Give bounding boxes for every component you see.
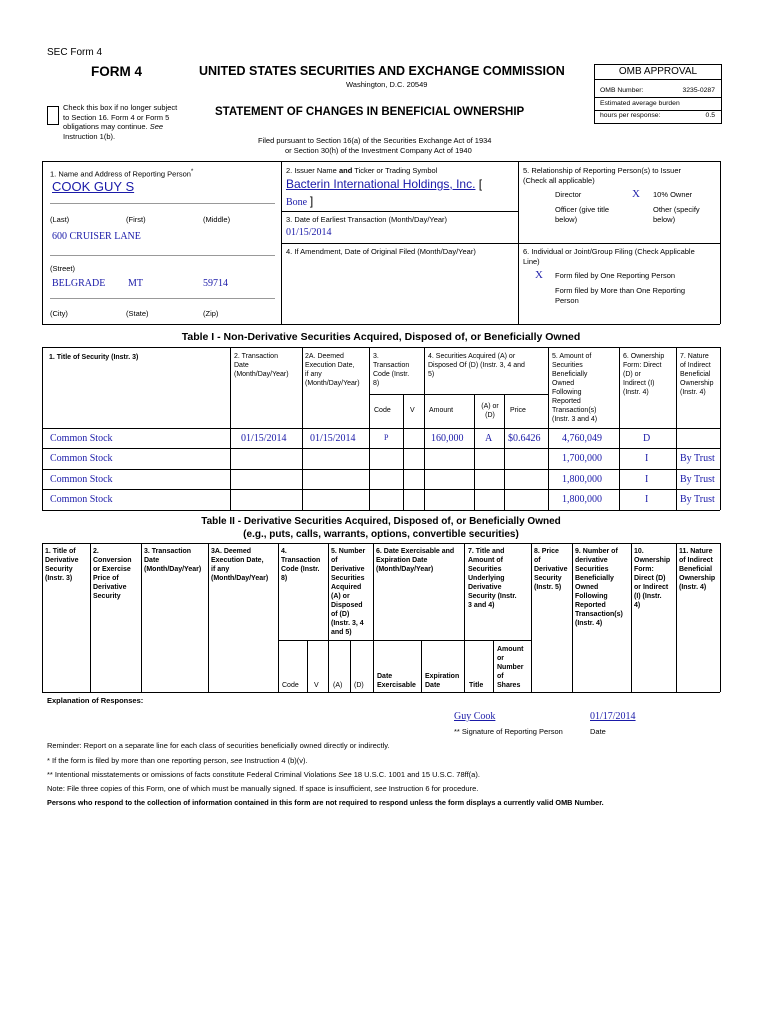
earliest-transaction-date: 01/15/2014 xyxy=(286,227,332,238)
t2-sub-date-exercisable: Date Exercisable xyxy=(377,673,416,689)
box1-label: 1. Name and Address of Reporting Person* xyxy=(50,168,194,179)
t1-sub-code: Code xyxy=(374,407,391,414)
t1-col-form: 6. Ownership Form: Direct (D) or Indirect (I) (Instr. 4) xyxy=(623,353,665,396)
box4-label: 4. If Amendment, Date of Original Filed (Month/Day/Year) xyxy=(286,247,476,256)
t2-sub-v: V xyxy=(314,682,319,689)
reminder-text: Reminder: Report on a separate line for each class of securities beneficially owned directly or indirectly. xyxy=(47,741,390,750)
ticker-symbol: Bone ] xyxy=(286,194,314,208)
t2-col-conversion: 2. Conversion or Exercise Price of Derivative Security xyxy=(93,548,132,600)
issuer-name[interactable]: Bacterin International Holdings, Inc. [ xyxy=(286,177,483,191)
t2-col-price: 8. Price of Derivative Security (Instr. 5) xyxy=(534,548,568,591)
omb-number-value: 3235-0287 xyxy=(682,87,715,94)
zip-label: (Zip) xyxy=(203,309,219,318)
sec-form-label: SEC Form 4 xyxy=(47,47,103,58)
more-persons-option[interactable]: Form filed by More than One Reporting Person xyxy=(555,286,686,305)
t2-col-number: 5. Number of Derivative Securities Acquired (A) or Disposed of (D) (Instr. 3, 4 and 5) xyxy=(331,548,366,636)
last-label: (Last) xyxy=(50,215,70,224)
omb-hours-value: 0.5 xyxy=(705,112,715,119)
note-2: ** Intentional misstatements or omissions of facts constitute Federal Criminal Violations See 18 U.S.C. 1001 and 15 U.S.C. 78ff(a). xyxy=(47,770,480,779)
persons-notice: Persons who respond to the collection of information contained in this form are not required to respond unless the form displays a currently valid OMB Number. xyxy=(47,798,604,807)
box3-label: 3. Date of Earliest Transaction (Month/Day/Year) xyxy=(286,215,448,224)
signer-name: Guy Cook xyxy=(454,711,496,722)
t1-col-deemed: 2A. Deemed Execution Date, if any (Month/Day/Year) xyxy=(305,353,360,387)
signature-date: 01/17/2014 xyxy=(590,711,636,722)
box2-label: 2. Issuer Name and Ticker or Trading Symbol xyxy=(286,166,438,175)
omb-box xyxy=(594,64,722,124)
box5-label: 5. Relationship of Reporting Person(s) to Issuer (Check all applicable) xyxy=(523,166,681,185)
explanation-label: Explanation of Responses: xyxy=(47,696,144,705)
t2-col-form: 10. Ownership Form: Direct (D) or Indirect (I) (Instr. 4) xyxy=(634,548,671,609)
omb-title: OMB APPROVAL xyxy=(595,65,721,80)
city-label: (City) xyxy=(50,309,68,318)
t1-sub-amount: Amount xyxy=(429,407,454,414)
t2-sub-amount: Amount or Number of Shares xyxy=(497,646,524,689)
t2-col-code: 4. Transaction Code (Instr. 8) xyxy=(281,548,321,582)
ten-pct-owner-option[interactable]: 10% Owner xyxy=(653,190,693,199)
middle-label: (Middle) xyxy=(203,215,231,224)
table2-title: Table II - Derivative Securities Acquired, Disposed of, or Beneficially Owned (e.g., puts, calls, warrants, options, convertible securities) xyxy=(201,516,561,540)
date-label: Date xyxy=(590,727,606,736)
checkbox-text: Check this box if no longer subject to Section 16. Form 4 or Form 5 obligations may continue. See Instruction 1(b). xyxy=(63,103,178,141)
t2-sub-code: Code xyxy=(282,682,299,689)
t2-sub-d: (D) xyxy=(354,682,364,689)
reporting-person-name[interactable]: COOK GUY S xyxy=(52,179,135,194)
table1-title: Table I - Non-Derivative Securities Acquired, Disposed of, or Beneficially Owned xyxy=(181,331,581,343)
agency-title: UNITED STATES SECURITIES AND EXCHANGE COMMISSION xyxy=(199,64,565,78)
state-label: (State) xyxy=(126,309,149,318)
agency-city: Washington, D.C. 20549 xyxy=(346,80,428,89)
t2-col-deemed: 3A. Deemed Execution Date, if any (Month/Day/Year) xyxy=(211,548,269,582)
t1-sub-v: V xyxy=(410,407,415,414)
zip-value: 59714 xyxy=(203,278,228,289)
street-value: 600 CRUISER LANE xyxy=(52,231,141,242)
omb-hours-label: hours per response: xyxy=(600,112,661,119)
t2-sub-title: Title xyxy=(469,682,484,689)
street-label: (Street) xyxy=(50,264,76,273)
form-title: FORM 4 xyxy=(91,64,143,79)
filed-pursuant-1: Filed pursuant to Section 16(a) of the Securities Exchange Act of 1934 xyxy=(258,136,492,145)
other-option[interactable]: Other (specify below) xyxy=(653,205,700,224)
one-person-mark: X xyxy=(535,269,543,281)
director-option[interactable]: Director xyxy=(555,190,582,199)
ten-pct-owner-mark: X xyxy=(632,188,640,200)
signature-label: ** Signature of Reporting Person xyxy=(454,727,563,736)
t2-col-exercisable: 6. Date Exercisable and Expiration Date (Month/Day/Year) xyxy=(376,548,455,573)
t1-col-title: 1. Title of Security (Instr. 3) xyxy=(49,354,139,361)
t1-col-code: 3. Transaction Code (Instr. 8) xyxy=(373,353,410,387)
t1-sub-price: Price xyxy=(510,407,526,414)
no-longer-subject-checkbox[interactable] xyxy=(47,106,59,125)
t2-col-nature: 11. Nature of Indirect Beneficial Ownership (Instr. 4) xyxy=(679,548,716,591)
t2-sub-a: (A) xyxy=(333,682,343,689)
note-3: Note: File three copies of this Form, one of which must be manually signed. If space is insufficient, see Instruction 6 for procedure. xyxy=(47,784,479,793)
one-person-option[interactable]: Form filed by One Reporting Person xyxy=(555,271,676,280)
t2-col-title: 1. Title of Derivative Security (Instr. 3) xyxy=(45,548,79,582)
t1-col-date: 2. Transaction Date (Month/Day/Year) xyxy=(234,353,289,378)
filed-pursuant-2: or Section 30(h) of the Investment Company Act of 1940 xyxy=(285,146,472,155)
t1-col-nature: 7. Nature of Indirect Beneficial Ownership (Instr. 4) xyxy=(680,353,714,396)
t1-col-acquired: 4. Securities Acquired (A) or Disposed Of (D) (Instr. 3, 4 and 5) xyxy=(428,353,525,378)
t2-col-underlying: 7. Title and Amount of Securities Underlying Derivative Security (Instr. 3 and 4) xyxy=(468,548,517,609)
t2-col-owned: 9. Number of derivative Securities Beneficially Owned Following Reported Transaction(s) (Instr. 4) xyxy=(575,548,623,627)
t2-sub-expiration: Expiration Date xyxy=(425,673,460,689)
first-label: (First) xyxy=(126,215,146,224)
omb-burden-label: Estimated average burden xyxy=(600,100,680,107)
note-1: * If the form is filed by more than one reporting person, see Instruction 4 (b)(v). xyxy=(47,756,308,765)
officer-option[interactable]: Officer (give title below) xyxy=(555,205,610,224)
state-value: MT xyxy=(128,278,143,289)
t2-col-date: 3. Transaction Date (Month/Day/Year) xyxy=(144,548,202,573)
box6-label: 6. Individual or Joint/Group Filing (Check Applicable Line) xyxy=(523,247,695,266)
omb-number-label: OMB Number: xyxy=(600,87,644,94)
statement-title: STATEMENT OF CHANGES IN BENEFICIAL OWNERSHIP xyxy=(215,106,525,118)
t1-col-owned: 5. Amount of Securities Beneficially Owned Following Reported Transaction(s) (Instr. 3 and 4) xyxy=(552,353,598,423)
t1-sub-aord: (A) or (D) xyxy=(481,403,499,419)
city-value: BELGRADE xyxy=(52,278,106,289)
